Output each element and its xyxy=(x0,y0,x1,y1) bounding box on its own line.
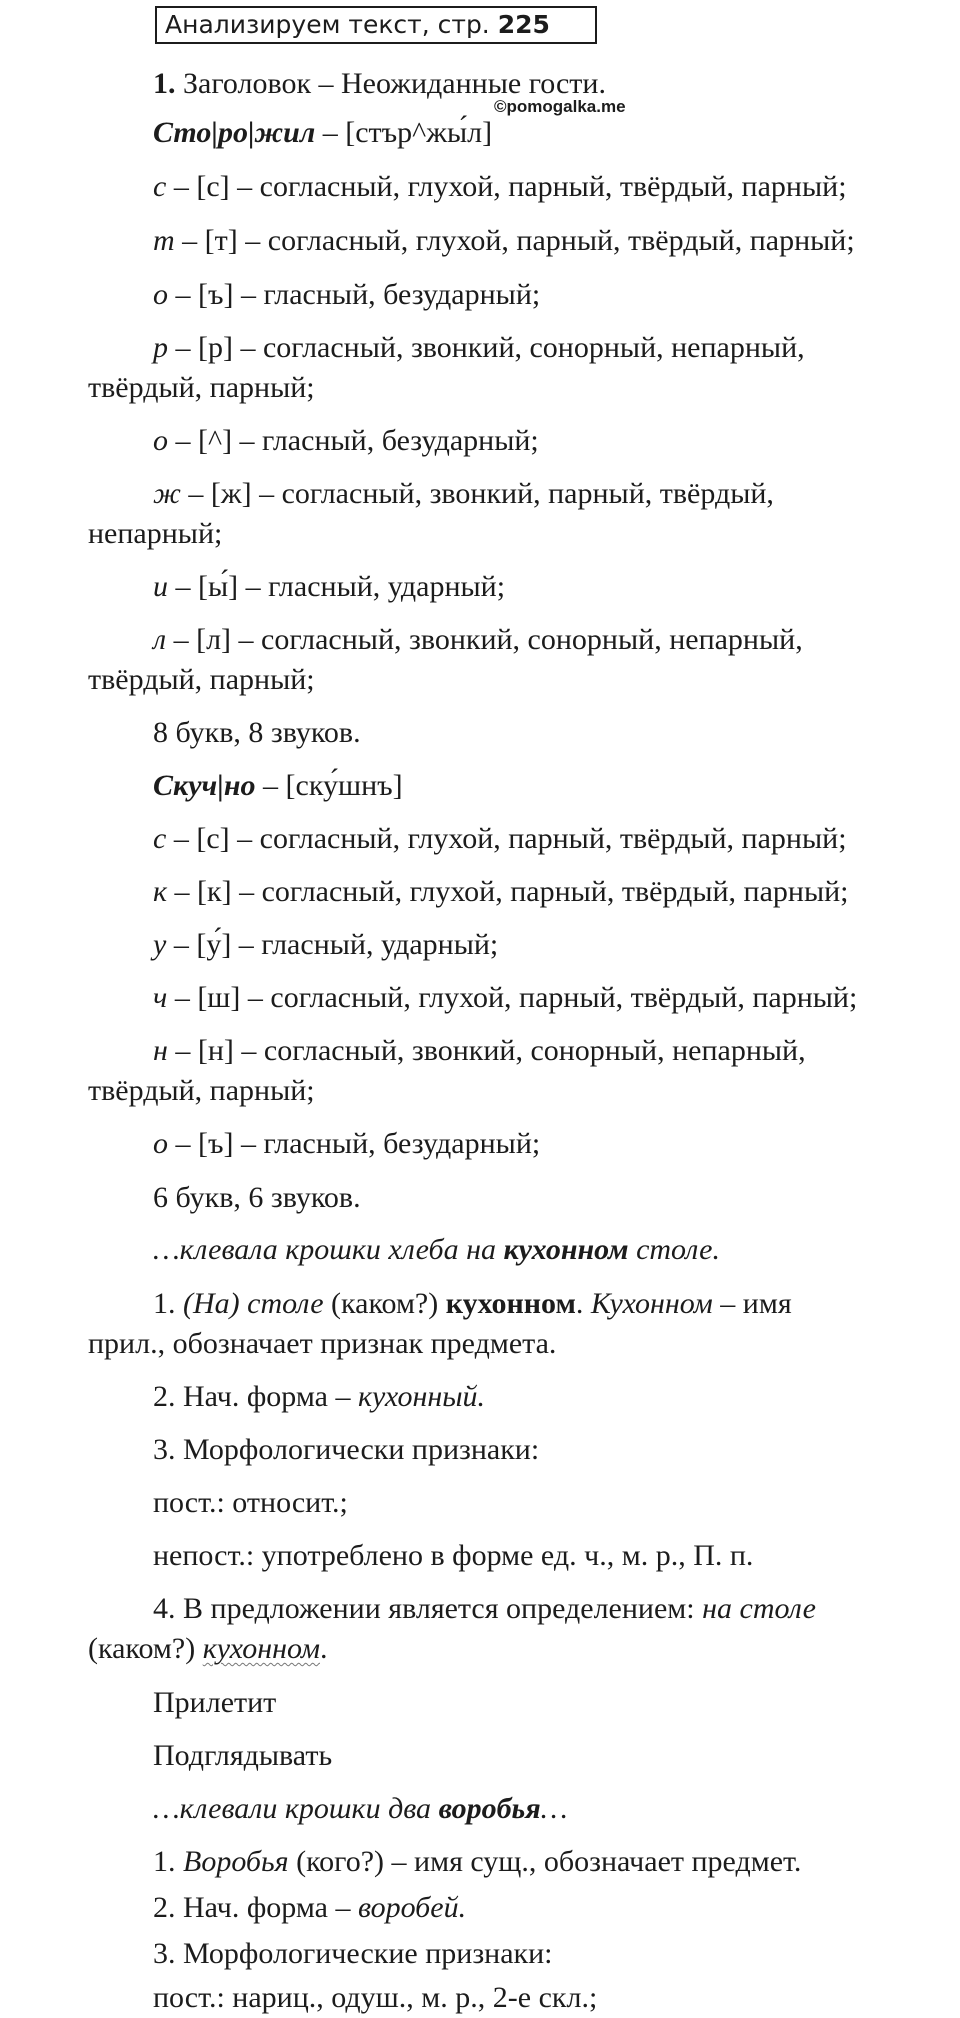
word: Воробья xyxy=(183,1845,289,1878)
letter-row xyxy=(153,221,855,261)
text: 2. Нач. форма – xyxy=(153,1380,358,1413)
quote-sentence-2 xyxy=(153,1789,567,1829)
letter-desc: – [ъ] – гласный, безударный; xyxy=(168,1127,541,1160)
word2-syllables: Скуч|но xyxy=(153,769,256,802)
analysis1-point4 xyxy=(153,1589,816,1629)
word1-syllables: Сто|ро|жил xyxy=(153,116,316,149)
point-number: 1. xyxy=(153,1845,183,1878)
attribute-word: кухонном xyxy=(202,1632,320,1665)
title-text: Заголовок – Неожиданные гости. xyxy=(183,67,606,100)
letter-row xyxy=(153,275,540,315)
letter: ч xyxy=(153,981,168,1014)
quote-highlight: кухонном xyxy=(503,1233,629,1266)
task-number: 1. xyxy=(153,67,176,100)
word: Кухонном xyxy=(590,1287,713,1320)
quote-highlight: воробья xyxy=(438,1792,541,1825)
punct: . xyxy=(320,1632,328,1665)
letter: ж xyxy=(153,477,181,510)
letter: у xyxy=(153,928,167,961)
letter: с xyxy=(153,822,167,855)
quote-text: …клевали крошки два xyxy=(153,1792,439,1825)
analysis2-point3: 3. Морфологические признаки: xyxy=(153,1937,553,1970)
letter-desc-continuation: твёрдый, парный; xyxy=(88,1074,315,1107)
header-page-number: 225 xyxy=(497,10,550,39)
letter-desc: – [ж] – согласный, звонкий, парный, твёрдый, xyxy=(180,477,774,510)
letter-desc: – [л] – согласный, звонкий, сонорный, непарный, xyxy=(166,623,803,656)
analysis2-point2 xyxy=(153,1888,466,1928)
word1-summary: 8 букв, 8 звуков. xyxy=(153,716,361,749)
punct: . xyxy=(575,1287,591,1320)
letter: р xyxy=(153,331,168,364)
letter-row xyxy=(153,620,803,660)
quote-text: столе. xyxy=(628,1233,720,1266)
text: (кого?) – имя сущ., обозначает предмет. xyxy=(288,1845,802,1878)
letter: о xyxy=(153,424,168,457)
text: 2. Нач. форма – xyxy=(153,1891,358,1924)
initial-form: воробей. xyxy=(357,1891,467,1924)
letter: к xyxy=(153,875,168,908)
letter-row xyxy=(153,1031,806,1071)
letter-desc: – [с] – согласный, глухой, парный, твёрдый, парный; xyxy=(166,170,847,203)
analysis1-nonconst-features: непост.: употреблено в форме ед. ч., м. р., П. п. xyxy=(153,1539,754,1572)
point-number: 1. xyxy=(153,1287,183,1320)
letter-desc: – [ъ] – гласный, безударный; xyxy=(168,278,541,311)
letter: т xyxy=(153,224,175,257)
word2-transcription: – [ску́шнъ] xyxy=(255,769,403,802)
letter-desc: – [к] – согласный, глухой, парный, твёрдый, парный; xyxy=(167,875,849,908)
word1-line xyxy=(153,113,492,153)
letter-row xyxy=(153,1124,540,1164)
letter: о xyxy=(153,1127,168,1160)
analysis1-point4-cont xyxy=(88,1629,328,1669)
letter: о xyxy=(153,278,168,311)
letter-desc: – [р] – согласный, звонкий, сонорный, непарный, xyxy=(168,331,805,364)
word-podglyad: Подглядывать xyxy=(153,1739,333,1772)
analysis1-point3: 3. Морфологически признаки: xyxy=(153,1433,540,1466)
header-title: Анализируем текст, стр. xyxy=(165,10,490,39)
quote-text: … xyxy=(540,1792,568,1825)
letter-desc: – [н] – согласный, звонкий, сонорный, непарный, xyxy=(167,1034,806,1067)
letter: и xyxy=(153,570,168,603)
letter-row xyxy=(153,167,847,207)
title-line xyxy=(153,64,606,104)
quote-sentence-1 xyxy=(153,1230,720,1270)
letter-row xyxy=(153,872,849,912)
letter-desc: – [^] – гласный, безударный; xyxy=(168,424,539,457)
letter-row xyxy=(153,819,847,859)
letter-desc-continuation: твёрдый, парный; xyxy=(88,371,315,404)
letter-row xyxy=(153,328,805,368)
word1-transcription: – [стър^жы́л] xyxy=(315,116,493,149)
phrase: (На) столе xyxy=(183,1287,324,1320)
letter-desc-continuation: непарный; xyxy=(88,517,223,550)
letter-row xyxy=(153,474,774,514)
letter-desc-continuation: твёрдый, парный; xyxy=(88,663,315,696)
analysis1-const-features: пост.: относит.; xyxy=(153,1486,348,1519)
analysis1-point2 xyxy=(153,1377,485,1417)
highlight-word: кухонном xyxy=(445,1287,576,1320)
letter: л xyxy=(153,623,167,656)
section-header xyxy=(155,6,597,44)
letter-desc: – [с] – согласный, глухой, парный, твёрдый, парный; xyxy=(166,822,847,855)
letter: н xyxy=(153,1034,168,1067)
letter-desc: – [ш] – согласный, глухой, парный, твёрдый, парный; xyxy=(167,981,858,1014)
letter: с xyxy=(153,170,167,203)
letter-desc: – [у́] – гласный, ударный; xyxy=(166,928,499,961)
analysis2-const-features: пост.: нариц., одуш., м. р., 2-е скл.; xyxy=(153,1981,598,2014)
question: (каком?) xyxy=(323,1287,446,1320)
letter-desc: – [ы́] – гласный, ударный; xyxy=(168,570,506,603)
letter-row xyxy=(153,978,857,1018)
text: – имя xyxy=(712,1287,792,1320)
analysis1-point1 xyxy=(153,1284,792,1324)
initial-form: кухонный. xyxy=(357,1380,486,1413)
question: (каком?) xyxy=(88,1632,203,1665)
letter-row xyxy=(153,925,498,965)
analysis1-point1-cont: прил., обозначает признак предмета. xyxy=(88,1327,557,1360)
word2-summary: 6 букв, 6 звуков. xyxy=(153,1181,361,1214)
word-prilet: Прилетит xyxy=(153,1686,277,1719)
letter-row xyxy=(153,567,505,607)
analysis2-point1 xyxy=(153,1842,801,1882)
text: 4. В предложении является определением: xyxy=(153,1592,703,1625)
word2-line xyxy=(153,766,403,806)
quote-text: …клевала крошки хлеба на xyxy=(153,1233,504,1266)
letter-desc: – [т] – согласный, глухой, парный, твёрдый, парный; xyxy=(174,224,855,257)
watermark: ©pomogalka.me xyxy=(494,97,626,116)
phrase: на столе xyxy=(702,1592,816,1625)
letter-row xyxy=(153,421,539,461)
